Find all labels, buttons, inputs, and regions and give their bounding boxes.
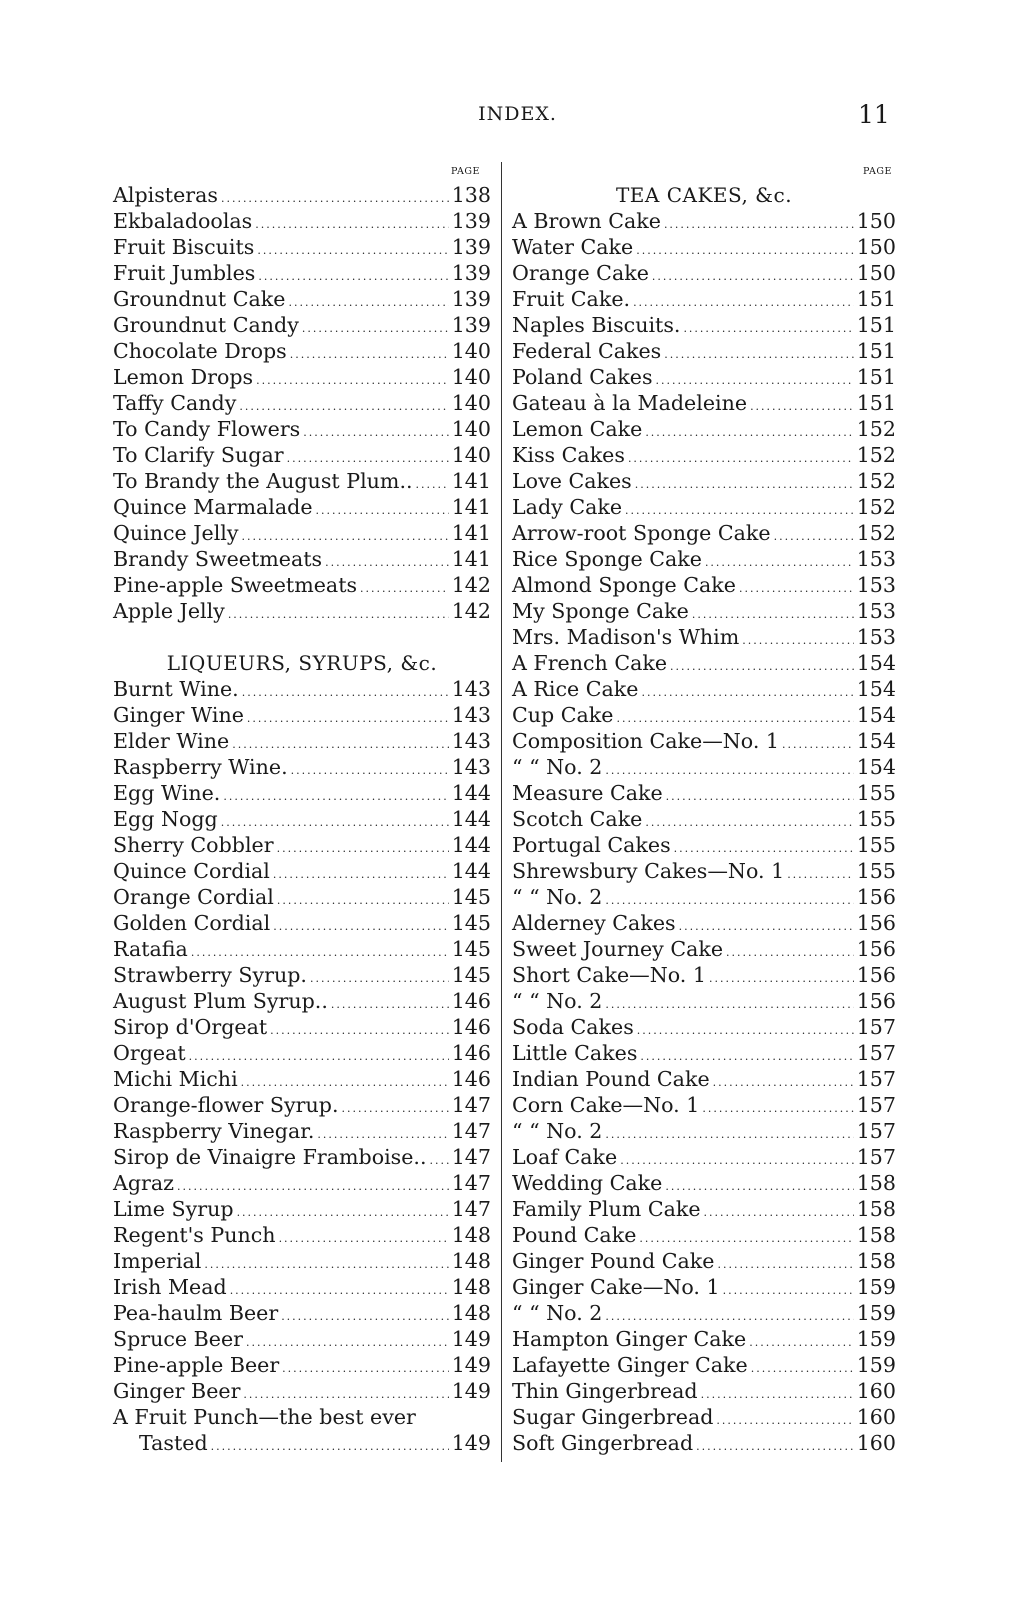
entry-page: 159 bbox=[856, 1327, 896, 1351]
entry-title: Spruce Beer bbox=[113, 1327, 244, 1351]
entry-title: Ginger Pound Cake bbox=[512, 1249, 715, 1273]
entry-page: 160 bbox=[856, 1379, 896, 1403]
entry-page: 153 bbox=[856, 573, 896, 597]
entry-title: Ginger Wine bbox=[113, 703, 244, 727]
entry-page: 139 bbox=[451, 209, 491, 233]
index-entry bbox=[113, 910, 491, 936]
entry-title: A Rice Cake bbox=[512, 677, 639, 701]
entry-page: 155 bbox=[856, 833, 896, 857]
index-entry bbox=[512, 260, 896, 286]
index-entry bbox=[113, 1118, 491, 1144]
entry-page: 143 bbox=[451, 729, 491, 753]
entry-title: Orange Cake bbox=[512, 261, 649, 285]
index-entry bbox=[113, 1378, 491, 1404]
entry-title: Orange Cordial bbox=[113, 885, 274, 909]
entry-page: 146 bbox=[451, 989, 491, 1013]
entry-page: 144 bbox=[451, 833, 491, 857]
index-entry bbox=[512, 728, 896, 754]
entry-title: Hampton Ginger Cake bbox=[512, 1327, 747, 1351]
entry-page: 152 bbox=[856, 469, 896, 493]
entry-title: Ginger Beer bbox=[113, 1379, 241, 1403]
index-entry bbox=[113, 1222, 491, 1248]
entry-page: 154 bbox=[856, 729, 896, 753]
index-entry bbox=[113, 468, 491, 494]
entry-title: Raspberry Wine. bbox=[113, 755, 288, 779]
index-entry bbox=[113, 1274, 491, 1300]
entry-page: 151 bbox=[856, 365, 896, 389]
entry-title: Wedding Cake bbox=[512, 1171, 663, 1195]
entry-page: 151 bbox=[856, 313, 896, 337]
entry-page: 142 bbox=[451, 573, 491, 597]
index-entry bbox=[512, 1430, 896, 1456]
entry-title: Golden Cordial bbox=[113, 911, 271, 935]
entry-title: Scotch Cake bbox=[512, 807, 643, 831]
index-entry bbox=[512, 1144, 896, 1170]
entry-title: Tasted bbox=[139, 1431, 208, 1455]
entry-title: “ “ No. 2 bbox=[512, 1119, 603, 1143]
dot-leader bbox=[696, 1430, 854, 1460]
index-entry bbox=[512, 1326, 896, 1352]
index-entry bbox=[512, 494, 896, 520]
index-entry bbox=[512, 702, 896, 728]
running-head-title: INDEX. bbox=[478, 103, 557, 125]
entry-page: 159 bbox=[856, 1301, 896, 1325]
entry-title: Agraz bbox=[113, 1171, 175, 1195]
entry-page: 160 bbox=[856, 1405, 896, 1429]
index-entry bbox=[113, 546, 491, 572]
entry-page: 147 bbox=[451, 1119, 491, 1143]
page-number: 11 bbox=[858, 100, 890, 129]
entry-page: 159 bbox=[856, 1275, 896, 1299]
entry-page: 143 bbox=[451, 677, 491, 701]
section-heading: TEA CAKES, &c. bbox=[615, 183, 793, 207]
entry-page: 152 bbox=[856, 417, 896, 441]
index-entry bbox=[512, 208, 896, 234]
index-entry bbox=[113, 676, 491, 702]
entry-title: Lafayette Ginger Cake bbox=[512, 1353, 748, 1377]
column-divider bbox=[501, 162, 502, 1462]
index-entry bbox=[512, 312, 896, 338]
index-entry bbox=[113, 286, 491, 312]
index-entry bbox=[512, 520, 896, 546]
entry-title: “ “ No. 2 bbox=[512, 885, 603, 909]
right-index-column bbox=[512, 182, 896, 1456]
entry-title: Groundnut Cake bbox=[113, 287, 286, 311]
entry-page: 145 bbox=[451, 911, 491, 935]
entry-page: 146 bbox=[451, 1041, 491, 1065]
entry-page: 152 bbox=[856, 443, 896, 467]
entry-page: 148 bbox=[451, 1301, 491, 1325]
entry-page: 138 bbox=[451, 183, 491, 207]
left-index-column bbox=[113, 182, 491, 1456]
entry-page: 153 bbox=[856, 547, 896, 571]
index-entry bbox=[512, 650, 896, 676]
entry-title: Chocolate Drops bbox=[113, 339, 287, 363]
entry-page: 153 bbox=[856, 599, 896, 623]
index-entry bbox=[512, 1300, 896, 1326]
entry-page: 148 bbox=[451, 1249, 491, 1273]
index-entry bbox=[512, 546, 896, 572]
index-entry bbox=[113, 988, 491, 1014]
entry-page: 158 bbox=[856, 1197, 896, 1221]
entry-title: Composition Cake—No. 1 bbox=[512, 729, 780, 753]
entry-page: 142 bbox=[451, 599, 491, 623]
index-entry bbox=[113, 312, 491, 338]
entry-title: Pine-apple Beer bbox=[113, 1353, 280, 1377]
entry-page: 147 bbox=[451, 1093, 491, 1117]
entry-page: 140 bbox=[451, 391, 491, 415]
index-entry bbox=[512, 390, 896, 416]
entry-page: 144 bbox=[451, 807, 491, 831]
entry-title: Water Cake bbox=[512, 235, 634, 259]
entry-page: 154 bbox=[856, 755, 896, 779]
entry-title: Lemon Drops bbox=[113, 365, 254, 389]
entry-title: Groundnut Candy bbox=[113, 313, 299, 337]
entry-page: 145 bbox=[451, 885, 491, 909]
index-entry bbox=[512, 1248, 896, 1274]
index-entry bbox=[512, 936, 896, 962]
entry-title: Fruit Cake. bbox=[512, 287, 631, 311]
entry-page: 139 bbox=[451, 235, 491, 259]
entry-title: Quince Marmalade bbox=[113, 495, 313, 519]
entry-title: Mrs. Madison's Whim bbox=[512, 625, 740, 649]
index-entry bbox=[113, 702, 491, 728]
index-entry bbox=[113, 936, 491, 962]
entry-title: Alderney Cakes bbox=[512, 911, 676, 935]
index-entry bbox=[512, 234, 896, 260]
entry-page: 145 bbox=[451, 937, 491, 961]
entry-title: Regent's Punch bbox=[113, 1223, 276, 1247]
entry-page: 144 bbox=[451, 781, 491, 805]
entry-title: Little Cakes bbox=[512, 1041, 638, 1065]
entry-title: Imperial bbox=[113, 1249, 202, 1273]
entry-page: 140 bbox=[451, 365, 491, 389]
index-entry bbox=[512, 858, 896, 884]
entry-title: Lemon Cake bbox=[512, 417, 643, 441]
entry-title: Ekbaladoolas bbox=[113, 209, 253, 233]
index-entry bbox=[113, 260, 491, 286]
entry-title: Portugal Cakes bbox=[512, 833, 671, 857]
index-entry bbox=[113, 234, 491, 260]
index-entry bbox=[512, 1066, 896, 1092]
entry-title: Corn Cake—No. 1 bbox=[512, 1093, 700, 1117]
entry-page: 150 bbox=[856, 235, 896, 259]
entry-page: 143 bbox=[451, 755, 491, 779]
entry-title: Sherry Cobbler bbox=[113, 833, 274, 857]
entry-title: A French Cake bbox=[512, 651, 668, 675]
entry-title: Love Cakes bbox=[512, 469, 632, 493]
entry-page: 157 bbox=[856, 1041, 896, 1065]
index-entry bbox=[113, 962, 491, 988]
entry-title: Pea-haulm Beer bbox=[113, 1301, 279, 1325]
right-page-column-label: PAGE bbox=[863, 166, 892, 177]
entry-page: 152 bbox=[856, 495, 896, 519]
dot-leader bbox=[211, 1430, 449, 1460]
entry-title: Lime Syrup bbox=[113, 1197, 234, 1221]
entry-title: Sirop d'Orgeat bbox=[113, 1015, 268, 1039]
index-entry bbox=[512, 1092, 896, 1118]
index-entry bbox=[512, 1196, 896, 1222]
entry-title: Federal Cakes bbox=[512, 339, 662, 363]
entry-page: 156 bbox=[856, 989, 896, 1013]
entry-page: 147 bbox=[451, 1145, 491, 1169]
entry-title: Sugar Gingerbread bbox=[512, 1405, 714, 1429]
entry-title: Almond Sponge Cake bbox=[512, 573, 736, 597]
index-entry bbox=[113, 1248, 491, 1274]
index-entry bbox=[512, 988, 896, 1014]
index-entry bbox=[512, 416, 896, 442]
index-entry bbox=[512, 754, 896, 780]
entry-title: To Brandy the August Plum.. bbox=[113, 469, 413, 493]
entry-page: 149 bbox=[451, 1431, 491, 1455]
entry-page: 157 bbox=[856, 1119, 896, 1143]
entry-title: Indian Pound Cake bbox=[512, 1067, 710, 1091]
entry-title: Irish Mead bbox=[113, 1275, 227, 1299]
entry-page: 149 bbox=[451, 1379, 491, 1403]
index-entry bbox=[512, 1378, 896, 1404]
entry-page: 157 bbox=[856, 1015, 896, 1039]
index-entry bbox=[512, 442, 896, 468]
section-heading: LIQUEURS, SYRUPS, &c. bbox=[166, 651, 438, 675]
entry-title: Apple Jelly bbox=[113, 599, 225, 623]
index-entry bbox=[113, 1352, 491, 1378]
entry-title: Brandy Sweetmeats bbox=[113, 547, 323, 571]
entry-title: Arrow-root Sponge Cake bbox=[512, 521, 771, 545]
entry-page: 147 bbox=[451, 1171, 491, 1195]
entry-page: 140 bbox=[451, 339, 491, 363]
entry-page: 155 bbox=[856, 807, 896, 831]
index-entry bbox=[512, 1040, 896, 1066]
entry-page: 146 bbox=[451, 1067, 491, 1091]
entry-page: 160 bbox=[856, 1431, 896, 1455]
entry-page: 141 bbox=[451, 521, 491, 545]
entry-page: 140 bbox=[451, 443, 491, 467]
entry-title: To Candy Flowers bbox=[113, 417, 301, 441]
index-entry bbox=[512, 1014, 896, 1040]
index-entry bbox=[512, 1274, 896, 1300]
entry-title: Lady Cake bbox=[512, 495, 623, 519]
entry-title: “ “ No. 2 bbox=[512, 755, 603, 779]
entry-page: 148 bbox=[451, 1275, 491, 1299]
entry-page: 145 bbox=[451, 963, 491, 987]
entry-page: 139 bbox=[451, 261, 491, 285]
index-entry bbox=[512, 468, 896, 494]
entry-title: Michi Michi bbox=[113, 1067, 238, 1091]
index-entry bbox=[512, 910, 896, 936]
entry-title: Taffy Candy bbox=[113, 391, 237, 415]
index-entry bbox=[512, 676, 896, 702]
entry-page: 157 bbox=[856, 1067, 896, 1091]
entry-title: Naples Biscuits. bbox=[512, 313, 681, 337]
entry-page: 151 bbox=[856, 287, 896, 311]
index-entry bbox=[512, 884, 896, 910]
entry-page: 154 bbox=[856, 651, 896, 675]
entry-page: 139 bbox=[451, 313, 491, 337]
index-entry bbox=[113, 1326, 491, 1352]
index-entry bbox=[512, 1170, 896, 1196]
entry-page: 141 bbox=[451, 547, 491, 571]
index-entry bbox=[113, 1196, 491, 1222]
entry-title: A Fruit Punch—the best ever bbox=[113, 1405, 416, 1429]
entry-page: 151 bbox=[856, 339, 896, 363]
index-entry bbox=[113, 884, 491, 910]
entry-title: Sweet Journey Cake bbox=[512, 937, 724, 961]
index-entry bbox=[113, 1144, 491, 1170]
index-entry bbox=[113, 572, 491, 598]
entry-title: Loaf Cake bbox=[512, 1145, 618, 1169]
index-entry bbox=[113, 208, 491, 234]
entry-page: 147 bbox=[451, 1197, 491, 1221]
index-entry bbox=[113, 598, 491, 624]
entry-title: Gateau à la Madeleine bbox=[512, 391, 748, 415]
entry-page: 149 bbox=[451, 1327, 491, 1351]
entry-title: Orgeat bbox=[113, 1041, 186, 1065]
entry-page: 156 bbox=[856, 963, 896, 987]
index-entry bbox=[512, 780, 896, 806]
index-entry bbox=[512, 598, 896, 624]
entry-page: 154 bbox=[856, 703, 896, 727]
entry-title: Ginger Cake—No. 1 bbox=[512, 1275, 720, 1299]
index-entry bbox=[512, 286, 896, 312]
entry-title: Poland Cakes bbox=[512, 365, 653, 389]
index-entry bbox=[512, 962, 896, 988]
index-entry bbox=[512, 1352, 896, 1378]
entry-title: Pine-apple Sweetmeats bbox=[113, 573, 358, 597]
entry-title: Short Cake—No. 1 bbox=[512, 963, 706, 987]
index-entry bbox=[512, 624, 896, 650]
index-entry bbox=[113, 390, 491, 416]
entry-page: 156 bbox=[856, 937, 896, 961]
index-entry bbox=[113, 338, 491, 364]
entry-title: Elder Wine bbox=[113, 729, 230, 753]
index-entry bbox=[512, 1404, 896, 1430]
entry-title: Ratafia bbox=[113, 937, 188, 961]
entry-title: Quince Jelly bbox=[113, 521, 239, 545]
entry-page: 141 bbox=[451, 495, 491, 519]
entry-page: 154 bbox=[856, 677, 896, 701]
entry-page: 153 bbox=[856, 625, 896, 649]
entry-page: 140 bbox=[451, 417, 491, 441]
entry-title: Raspberry Vinegar. bbox=[113, 1119, 315, 1143]
index-entry bbox=[113, 1430, 491, 1456]
index-entry bbox=[113, 858, 491, 884]
entry-title: “ “ No. 2 bbox=[512, 1301, 603, 1325]
left-page-column-label: PAGE bbox=[451, 166, 480, 177]
index-entry bbox=[113, 1170, 491, 1196]
entry-page: 146 bbox=[451, 1015, 491, 1039]
entry-page: 149 bbox=[451, 1353, 491, 1377]
entry-title: To Clarify Sugar bbox=[113, 443, 284, 467]
entry-title: Shrewsbury Cakes—No. 1 bbox=[512, 859, 785, 883]
index-entry bbox=[113, 1300, 491, 1326]
index-entry bbox=[113, 1092, 491, 1118]
dot-leader bbox=[228, 598, 449, 628]
index-entry bbox=[512, 1118, 896, 1144]
entry-page: 151 bbox=[856, 391, 896, 415]
index-entry bbox=[113, 1066, 491, 1092]
index-entry bbox=[113, 494, 491, 520]
entry-title: Fruit Jumbles bbox=[113, 261, 256, 285]
entry-page: 144 bbox=[451, 859, 491, 883]
entry-title: Family Plum Cake bbox=[512, 1197, 701, 1221]
index-entry bbox=[113, 1014, 491, 1040]
entry-page: 158 bbox=[856, 1249, 896, 1273]
index-entry bbox=[113, 832, 491, 858]
index-entry bbox=[512, 806, 896, 832]
entry-page: 150 bbox=[856, 261, 896, 285]
index-entry bbox=[113, 520, 491, 546]
entry-page: 155 bbox=[856, 781, 896, 805]
entry-title: Thin Gingerbread bbox=[512, 1379, 698, 1403]
entry-title: Fruit Biscuits bbox=[113, 235, 255, 259]
index-entry bbox=[512, 572, 896, 598]
index-entry bbox=[113, 1040, 491, 1066]
entry-title: Soda Cakes bbox=[512, 1015, 634, 1039]
index-entry bbox=[113, 806, 491, 832]
index-entry bbox=[113, 182, 491, 208]
entry-title: “ “ No. 2 bbox=[512, 989, 603, 1013]
entry-page: 157 bbox=[856, 1093, 896, 1117]
entry-title: Sirop de Vinaigre Framboise.. bbox=[113, 1145, 427, 1169]
index-entry bbox=[113, 364, 491, 390]
entry-page: 157 bbox=[856, 1145, 896, 1169]
entry-page: 139 bbox=[451, 287, 491, 311]
entry-page: 150 bbox=[856, 209, 896, 233]
index-entry bbox=[512, 1222, 896, 1248]
entry-title: Soft Gingerbread bbox=[512, 1431, 694, 1455]
index-entry bbox=[512, 338, 896, 364]
entry-title: Egg Wine. bbox=[113, 781, 221, 805]
entry-title: Kiss Cakes bbox=[512, 443, 625, 467]
entry-title: My Sponge Cake bbox=[512, 599, 689, 623]
entry-title: A Brown Cake bbox=[512, 209, 661, 233]
index-entry bbox=[512, 832, 896, 858]
index-entry bbox=[113, 780, 491, 806]
entry-page: 152 bbox=[856, 521, 896, 545]
entry-page: 159 bbox=[856, 1353, 896, 1377]
entry-title: Egg Nogg bbox=[113, 807, 218, 831]
entry-page: 143 bbox=[451, 703, 491, 727]
entry-page: 155 bbox=[856, 859, 896, 883]
entry-title: Measure Cake bbox=[512, 781, 663, 805]
entry-page: 156 bbox=[856, 911, 896, 935]
entry-title: Alpisteras bbox=[113, 183, 218, 207]
index-entry bbox=[512, 364, 896, 390]
entry-title: Pound Cake bbox=[512, 1223, 637, 1247]
index-entry bbox=[113, 754, 491, 780]
entry-title: Cup Cake bbox=[512, 703, 614, 727]
entry-title: Rice Sponge Cake bbox=[512, 547, 702, 571]
entry-title: Orange-flower Syrup. bbox=[113, 1093, 339, 1117]
index-entry bbox=[113, 442, 491, 468]
entry-page: 141 bbox=[451, 469, 491, 493]
entry-page: 158 bbox=[856, 1223, 896, 1247]
entry-title: Quince Cordial bbox=[113, 859, 270, 883]
entry-title: August Plum Syrup.. bbox=[113, 989, 328, 1013]
entry-title: Burnt Wine. bbox=[113, 677, 239, 701]
entry-page: 158 bbox=[856, 1171, 896, 1195]
entry-title: Strawberry Syrup. bbox=[113, 963, 307, 987]
entry-page: 148 bbox=[451, 1223, 491, 1247]
index-entry bbox=[113, 728, 491, 754]
entry-page: 156 bbox=[856, 885, 896, 909]
